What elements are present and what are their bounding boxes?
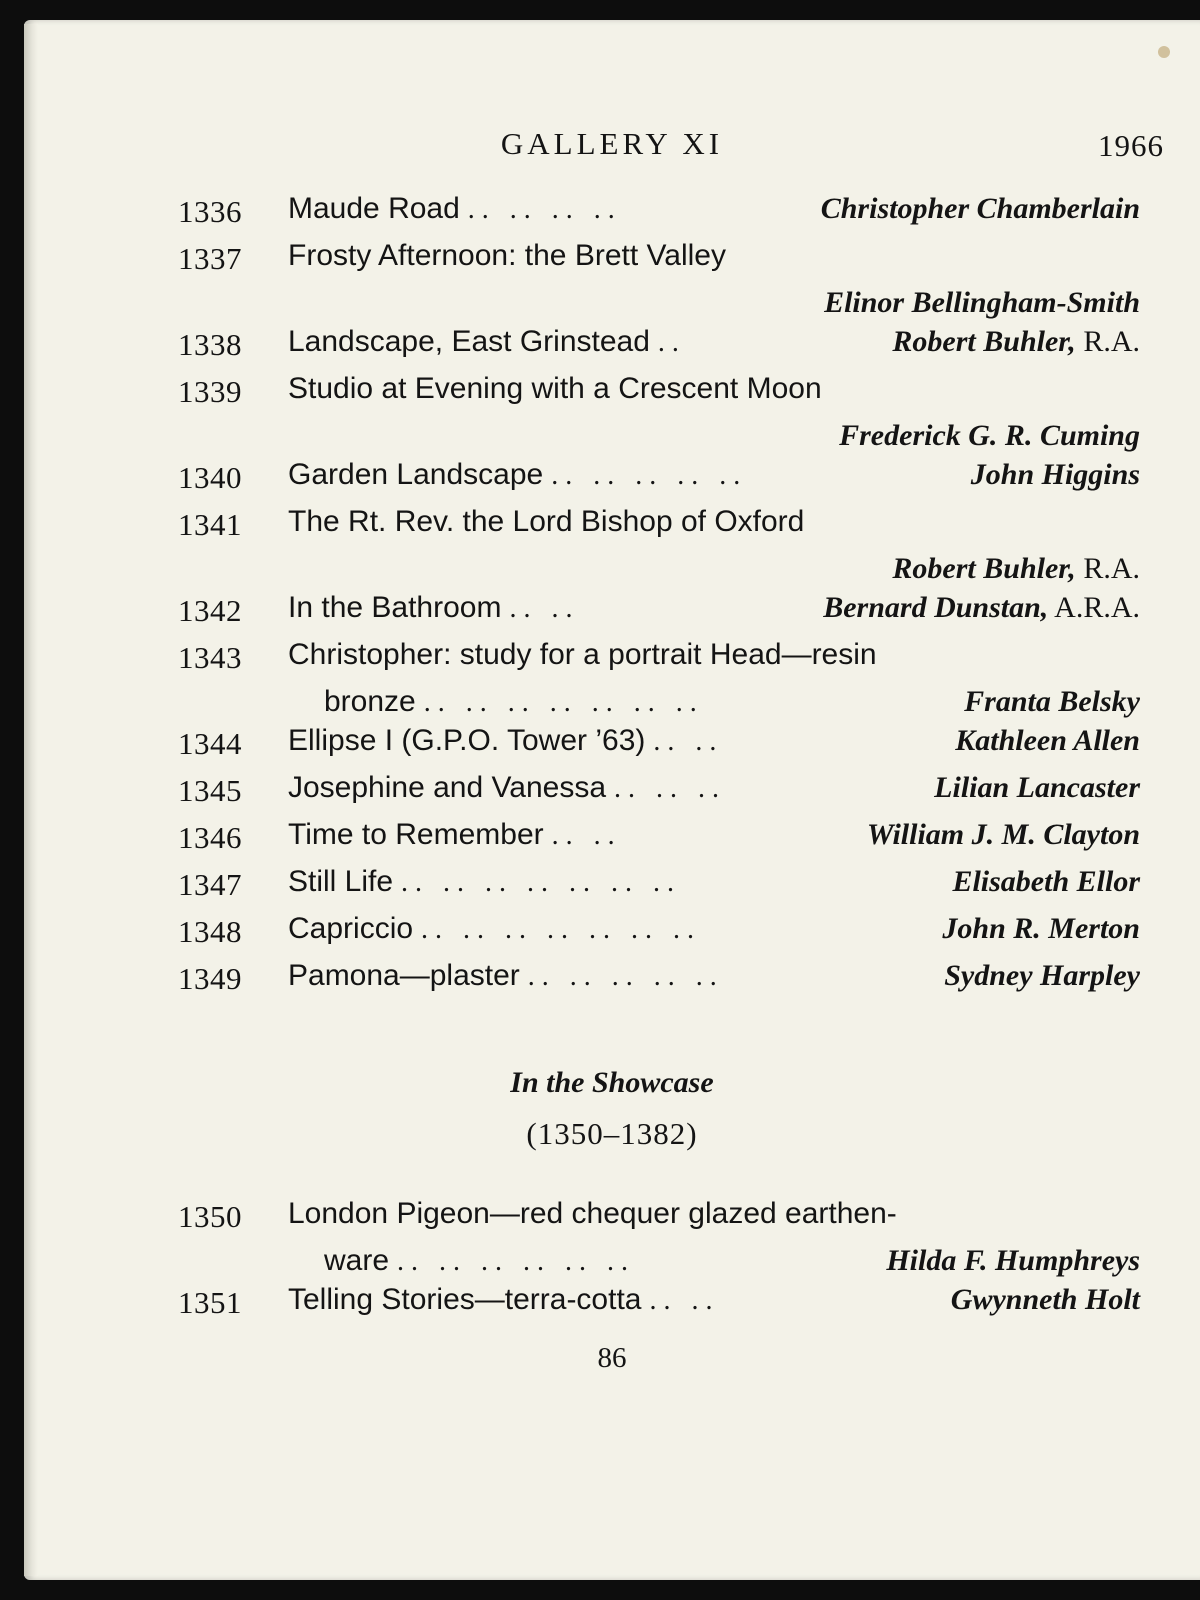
paper-spot — [1158, 46, 1170, 58]
entry-title: The Rt. Rev. the Lord Bishop of Oxford — [288, 505, 805, 538]
leader-dots: .. .. — [509, 593, 580, 624]
catalogue-entry — [24, 456, 1200, 503]
leader-dots: .. .. .. .. .. .. .. — [421, 914, 702, 945]
entry-number: 1349 — [178, 961, 242, 996]
entry-artist: Hilda F. Humphreys — [886, 1244, 1140, 1277]
entry-title: Landscape, East Grinstead .. — [288, 325, 686, 358]
catalogue-entry — [24, 323, 1200, 370]
leader-dots: .. .. .. — [614, 773, 727, 804]
catalogue-entry — [24, 816, 1200, 863]
entry-number: 1339 — [178, 374, 242, 409]
entry-artist: John R. Merton — [942, 912, 1140, 945]
entry-artist: Bernard Dunstan, A.R.A. — [823, 591, 1140, 624]
leader-dots: .. .. .. .. .. .. .. — [423, 687, 704, 718]
entry-number: 1350 — [178, 1199, 242, 1234]
entry-number: 1340 — [178, 460, 242, 495]
entry-artist: Franta Belsky — [964, 685, 1140, 718]
entry-number: 1344 — [178, 726, 242, 761]
leader-dots: .. .. — [653, 726, 724, 757]
entry-title: Ellipse I (G.P.O. Tower ’63) .. .. — [288, 724, 724, 757]
entry-title: Capriccio .. .. .. .. .. .. .. — [288, 912, 702, 945]
entry-artist: Elinor Bellingham-Smith — [824, 286, 1140, 319]
entry-title-continued: ware .. .. .. .. .. .. — [324, 1244, 636, 1277]
entry-artist: Sydney Harpley — [944, 959, 1140, 992]
entry-artist: John Higgins — [970, 458, 1140, 491]
leader-dots: .. .. .. .. .. .. — [397, 1246, 636, 1277]
catalogue-entry — [24, 910, 1200, 957]
entry-number: 1345 — [178, 773, 242, 808]
entry-title: Josephine and Vanessa .. .. .. — [288, 771, 727, 804]
catalogue-entry — [24, 1281, 1200, 1328]
entry-number: 1338 — [178, 327, 242, 362]
entry-artist: Lilian Lancaster — [934, 771, 1140, 804]
showcase-list — [24, 1195, 1200, 1328]
catalogue-entry — [24, 1195, 1200, 1281]
entry-title: In the Bathroom .. .. — [288, 591, 580, 624]
entry-artist: Robert Buhler, R.A. — [892, 552, 1140, 585]
entry-title: Maude Road .. .. .. .. — [288, 192, 622, 225]
entry-title: London Pigeon—red chequer glazed earthen- — [288, 1197, 897, 1230]
leader-dots: .. .. — [551, 820, 622, 851]
entry-artist: Christopher Chamberlain — [820, 192, 1140, 225]
book-page — [24, 20, 1200, 1580]
entry-number: 1342 — [178, 593, 242, 628]
entry-number: 1337 — [178, 241, 242, 276]
page-edge — [24, 24, 38, 1576]
catalogue-entry — [24, 370, 1200, 456]
catalogue-entry — [24, 957, 1200, 1004]
leader-dots: .. .. .. .. .. — [527, 961, 724, 992]
catalogue-entry — [24, 722, 1200, 769]
catalogue-entry — [24, 589, 1200, 636]
entry-title: Time to Remember .. .. — [288, 818, 622, 851]
entry-title: Frosty Afternoon: the Brett Valley — [288, 239, 726, 272]
leader-dots: .. .. .. .. — [467, 194, 622, 225]
entry-title: Pamona—plaster .. .. .. .. .. — [288, 959, 724, 992]
entry-number: 1348 — [178, 914, 242, 949]
entry-artist: Elisabeth Ellor — [952, 865, 1140, 898]
entry-number: 1351 — [178, 1285, 242, 1320]
page-header — [24, 120, 1200, 164]
entry-number: 1341 — [178, 507, 242, 542]
showcase-range: (1350–1382) — [526, 1116, 698, 1151]
catalogue-entry — [24, 863, 1200, 910]
entry-number: 1343 — [178, 640, 242, 675]
catalogue-entry — [24, 237, 1200, 323]
entry-title: Garden Landscape .. .. .. .. .. — [288, 458, 748, 491]
leader-dots: .. .. .. .. .. .. .. — [401, 867, 682, 898]
entry-title: Still Life .. .. .. .. .. .. .. — [288, 865, 682, 898]
entry-number: 1347 — [178, 867, 242, 902]
entry-number: 1336 — [178, 194, 242, 229]
catalogue-list — [24, 190, 1200, 1004]
catalogue-entry — [24, 190, 1200, 237]
entry-artist: Gwynneth Holt — [950, 1283, 1140, 1316]
entry-title: Christopher: study for a portrait Head—resin — [288, 638, 877, 671]
entry-title: Studio at Evening with a Crescent Moon — [288, 372, 822, 405]
catalogue-entry — [24, 636, 1200, 722]
catalogue-entry — [24, 503, 1200, 589]
entry-artist: Robert Buhler, R.A. — [892, 325, 1140, 358]
leader-dots: .. — [657, 327, 686, 358]
entry-artist: Frederick G. R. Cuming — [839, 419, 1140, 452]
year-label: 1966 — [1098, 128, 1164, 163]
catalogue-entry — [24, 769, 1200, 816]
showcase-heading: In the Showcase — [510, 1066, 714, 1099]
entry-title: Telling Stories—terra-cotta .. .. — [288, 1283, 720, 1316]
leader-dots: .. .. — [649, 1285, 720, 1316]
showcase-section — [24, 1066, 1200, 1152]
entry-artist: Kathleen Allen — [955, 724, 1140, 757]
leader-dots: .. .. .. .. .. — [551, 460, 748, 491]
entry-artist: William J. M. Clayton — [866, 818, 1140, 851]
gallery-title: GALLERY XI — [500, 126, 724, 161]
entry-number: 1346 — [178, 820, 242, 855]
page-number: 86 — [597, 1342, 627, 1374]
entry-title-continued: bronze .. .. .. .. .. .. .. — [324, 685, 704, 718]
